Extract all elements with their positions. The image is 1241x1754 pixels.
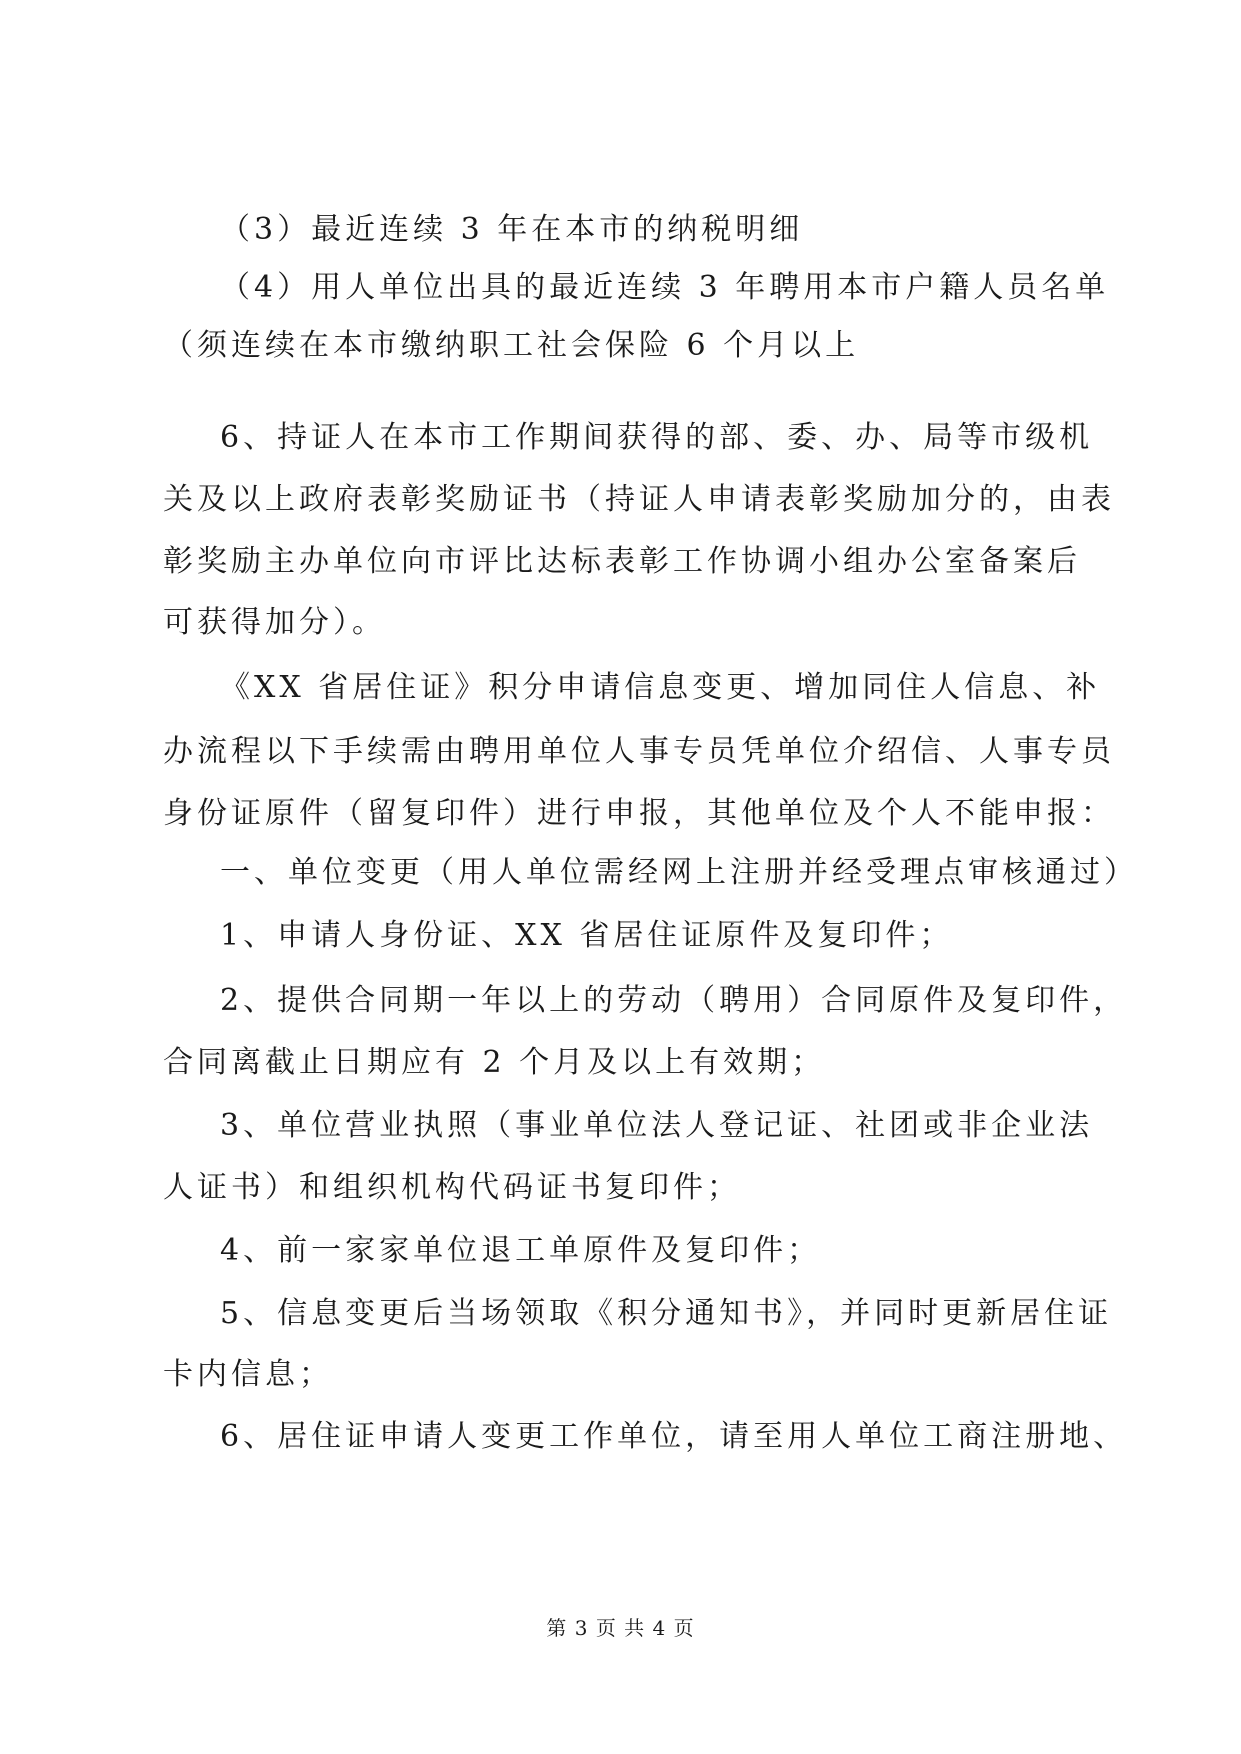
text-line: 办流程以下手续需由聘用单位人事专员凭单位介绍信、人事专员	[163, 734, 1115, 769]
text-line: 合同离截止日期应有 2 个月及以上有效期；	[163, 1045, 826, 1080]
text-line: 6、持证人在本市工作期间获得的部、委、办、局等市级机	[220, 420, 1094, 455]
text-line: （4）用人单位出具的最近连续 3 年聘用本市户籍人员名单	[220, 270, 1110, 305]
text-line: 人证书）和组织机构代码证书复印件；	[163, 1170, 741, 1205]
text-line: 2、提供合同期一年以上的劳动（聘用）合同原件及复印件，	[220, 983, 1128, 1018]
text-line: （3）最近连续 3 年在本市的纳税明细	[220, 212, 804, 247]
text-line: 卡内信息；	[163, 1357, 333, 1392]
text-line: 一、单位变更（用人单位需经网上注册并经受理点审核通过）	[220, 855, 1138, 890]
page-number-footer: 第 3 页 共 4 页	[546, 1616, 695, 1640]
text-line: 1、申请人身份证、XX 省居住证原件及复印件；	[220, 918, 954, 953]
text-line: 可获得加分）。	[163, 605, 386, 640]
text-line: 6、居住证申请人变更工作单位，请至用人单位工商注册地、	[220, 1419, 1128, 1454]
text-line: 关及以上政府表彰奖励证书（持证人申请表彰奖励加分的，由表	[163, 482, 1115, 517]
text-line: 《XX 省居住证》积分申请信息变更、增加同住人信息、补	[220, 670, 1101, 705]
text-line: （须连续在本市缴纳职工社会保险 6 个月以上	[163, 328, 860, 363]
text-line: 4、前一家家单位退工单原件及复印件；	[220, 1233, 822, 1268]
text-line: 身份证原件（留复印件）进行申报，其他单位及个人不能申报：	[163, 796, 1115, 831]
text-line: 3、单位营业执照（事业单位法人登记证、社团或非企业法	[220, 1108, 1094, 1143]
text-line: 彰奖励主办单位向市评比达标表彰工作协调小组办公室备案后	[163, 544, 1081, 579]
text-line: 5、信息变更后当场领取《积分通知书》，并同时更新居住证	[220, 1296, 1113, 1331]
